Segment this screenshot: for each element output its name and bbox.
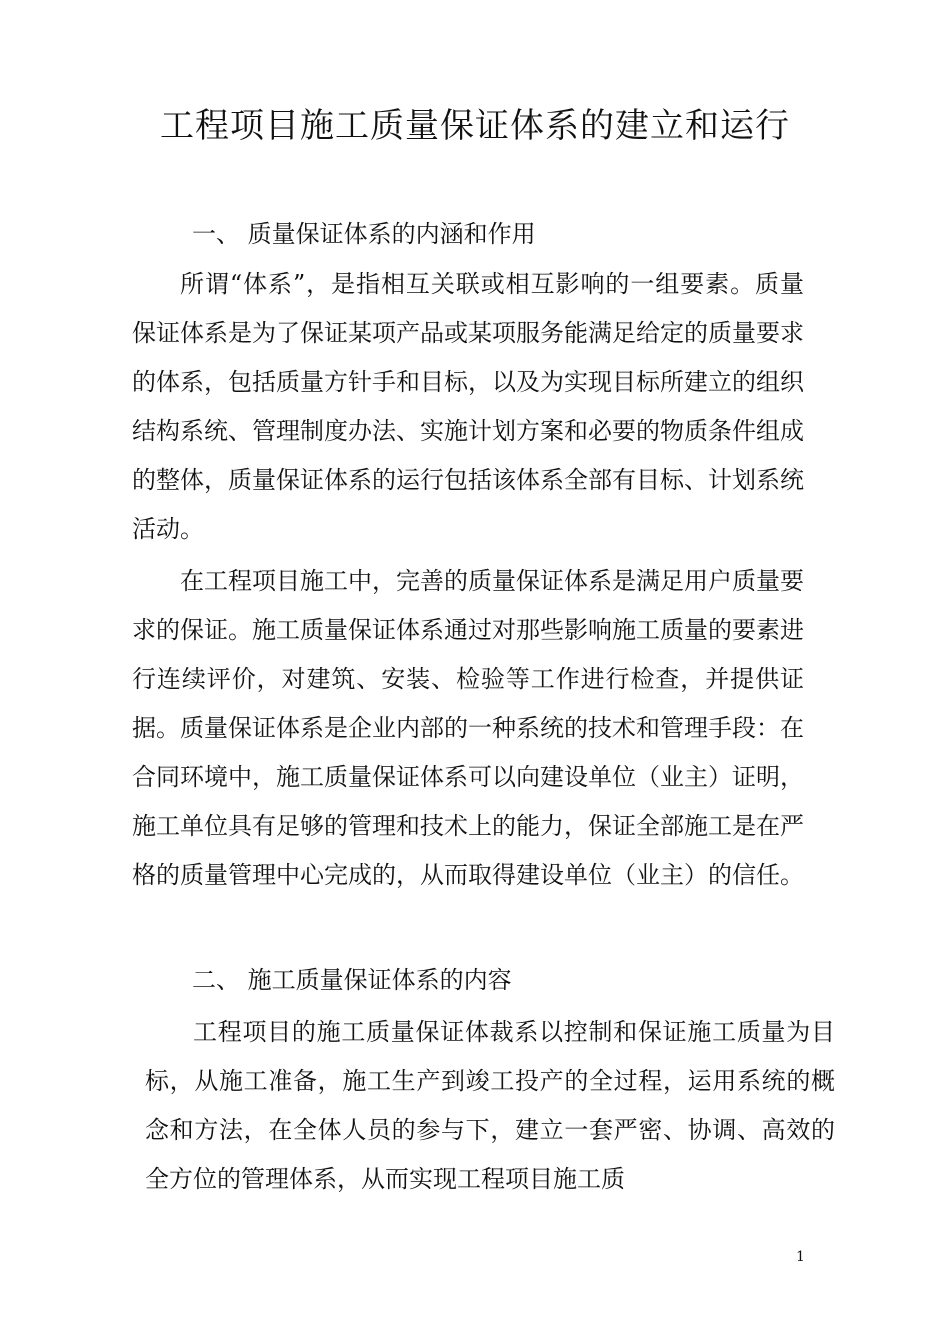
section-heading-2: 二、 施工质量保证体系的内容 [192, 966, 512, 994]
section-heading-1: 一、 质量保证体系的内涵和作用 [192, 220, 536, 248]
page-number: 1 [796, 1249, 805, 1265]
document-title: 工程项目施工质量保证体系的建立和运行 [160, 106, 790, 146]
paragraph-2: 在工程项目施工中，完善的质量保证体系是满足用户质量要求的保证。施工质量保证体系通过对那些影响施工质量的要素进行连续评价，对建筑、安装、检验等工作进行检查，并提供证据。质量保证体系是企业内部的一种系统的技术和管理手段：在合同环境中，施工质量保证体系可以向建设单位（业主）证明，施工单位具有足够的管理和技术上的能力，保证全部施工是在严格的质量管理中心完成的，从而取得建设单位（业主）的信任。 [132, 567, 804, 889]
paragraph-3: 工程项目的施工质量保证体裁系以控制和保证施工质量为目标，从施工准备，施工生产到竣工投产的全过程，运用系统的概念和方法，在全体人员的参与下，建立一套严密、协调、高效的全方位的管理体系，从而实现工程项目施工质 [145, 1018, 835, 1193]
paragraph-1: 所谓“体系”，是指相互关联或相互影响的一组要素。质量保证体系是为了保证某项产品或某项服务能满足给定的质量要求的体系，包括质量方针手和目标，以及为实现目标所建立的组织结构系统、管理制度办法、实施计划方案和必要的物质条件组成的整体，质量保证体系的运行包括该体系全部有目标、计划系统活动。 [132, 270, 804, 543]
